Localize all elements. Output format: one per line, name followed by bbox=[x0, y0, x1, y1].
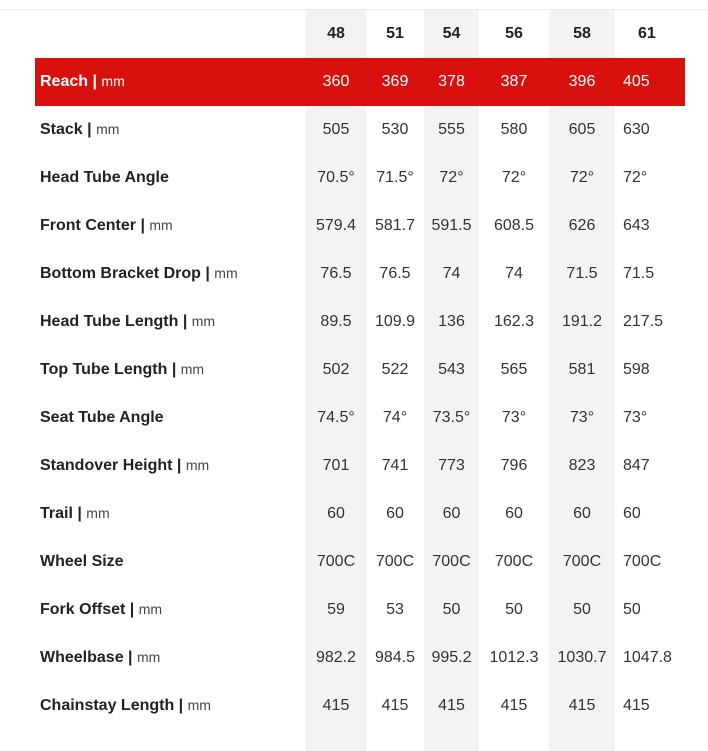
value-cell: 565 bbox=[500, 361, 528, 378]
value-cell: 581.7 bbox=[374, 217, 416, 234]
value-cell: 50 bbox=[442, 601, 461, 618]
value-cell: 643 bbox=[623, 217, 650, 234]
row-label-text: Reach bbox=[40, 73, 89, 90]
geometry-row bbox=[0, 154, 708, 202]
row-label-text: Head Tube Length bbox=[40, 313, 179, 330]
value-cell: 74° bbox=[382, 409, 408, 426]
value-cell: 1012.3 bbox=[489, 649, 539, 666]
geometry-row bbox=[0, 202, 708, 250]
value-cell: 74.5° bbox=[317, 409, 355, 426]
value-cell: 73° bbox=[501, 409, 527, 426]
value-cell: 1047.8 bbox=[623, 649, 672, 666]
value-cell: 626 bbox=[568, 217, 596, 234]
value-cell: 1030.7 bbox=[557, 649, 607, 666]
row-label bbox=[0, 586, 306, 634]
row-label-text: Seat Tube Angle bbox=[40, 409, 164, 426]
row-label-text: Bottom Bracket Drop bbox=[40, 265, 201, 282]
value-cell: 555 bbox=[438, 121, 465, 138]
value-cell: 773 bbox=[438, 457, 465, 474]
value-cell: 59 bbox=[327, 601, 345, 618]
row-label-text: Wheelbase bbox=[40, 649, 124, 666]
row-label-text: Stack bbox=[40, 121, 83, 138]
size-header: 58 bbox=[573, 25, 591, 42]
row-unit: mm bbox=[149, 217, 173, 233]
row-label bbox=[0, 442, 306, 490]
unit-separator: | bbox=[172, 457, 186, 474]
value-cell: 50 bbox=[623, 601, 641, 618]
row-label bbox=[0, 202, 306, 250]
value-cell: 984.5 bbox=[374, 649, 416, 666]
row-label bbox=[0, 634, 306, 682]
row-label-text: Wheel Size bbox=[40, 553, 124, 570]
value-cell: 701 bbox=[322, 457, 350, 474]
size-header: 54 bbox=[442, 25, 461, 42]
row-label-text: Chainstay Length bbox=[40, 697, 175, 714]
value-cell: 60 bbox=[442, 505, 461, 522]
geometry-row bbox=[0, 298, 708, 346]
value-cell: 415 bbox=[438, 697, 465, 714]
value-cell: 162.3 bbox=[493, 313, 535, 330]
geometry-row bbox=[0, 106, 708, 154]
value-cell: 71.5 bbox=[566, 265, 598, 282]
unit-separator: | bbox=[174, 697, 188, 714]
value-cell: 522 bbox=[381, 361, 409, 378]
row-label bbox=[0, 682, 306, 730]
value-cell: 72° bbox=[623, 169, 648, 186]
value-cell: 378 bbox=[424, 58, 479, 106]
value-cell: 700C bbox=[623, 553, 662, 570]
unit-separator: | bbox=[167, 361, 181, 378]
value-cell: 74 bbox=[442, 265, 461, 282]
value-cell: 73° bbox=[569, 409, 595, 426]
row-label-text: Top Tube Length bbox=[40, 361, 168, 378]
geometry-row bbox=[0, 538, 708, 586]
row-label-text: Standover Height bbox=[40, 457, 173, 474]
unit-separator: | bbox=[178, 313, 192, 330]
value-cell: 53 bbox=[386, 601, 404, 618]
value-cell: 796 bbox=[500, 457, 528, 474]
row-label bbox=[0, 346, 306, 394]
row-label-text: Fork Offset bbox=[40, 601, 126, 618]
size-header: 51 bbox=[386, 25, 404, 42]
value-cell: 217.5 bbox=[623, 313, 664, 330]
row-unit: mm bbox=[185, 457, 210, 473]
value-cell: 109.9 bbox=[374, 313, 416, 330]
unit-separator: | bbox=[200, 265, 215, 282]
geometry-row bbox=[0, 586, 708, 634]
value-cell: 72° bbox=[439, 169, 464, 186]
value-cell: 60 bbox=[505, 505, 523, 522]
value-cell: 581 bbox=[568, 361, 596, 378]
value-cell: 982.2 bbox=[315, 649, 357, 666]
unit-separator: | bbox=[123, 649, 137, 666]
unit-separator: | bbox=[82, 121, 97, 138]
value-cell: 191.2 bbox=[561, 313, 603, 330]
value-cell: 598 bbox=[623, 361, 650, 378]
row-unit: mm bbox=[138, 601, 163, 617]
value-cell: 387 bbox=[479, 58, 549, 106]
value-cell: 741 bbox=[381, 457, 409, 474]
row-label bbox=[0, 490, 306, 538]
value-cell: 369 bbox=[366, 58, 424, 106]
value-cell: 60 bbox=[623, 505, 641, 522]
unit-separator: | bbox=[88, 73, 102, 90]
geometry-table bbox=[0, 10, 708, 730]
size-header-row bbox=[0, 10, 708, 58]
value-cell: 543 bbox=[438, 361, 465, 378]
value-cell: 74 bbox=[505, 265, 523, 282]
value-cell: 136 bbox=[438, 313, 465, 330]
value-cell: 71.5 bbox=[623, 265, 655, 282]
value-cell: 73° bbox=[623, 409, 648, 426]
row-label-text: Head Tube Angle bbox=[40, 169, 169, 186]
value-cell: 505 bbox=[322, 121, 350, 138]
geometry-row bbox=[0, 634, 708, 682]
value-cell: 530 bbox=[381, 121, 409, 138]
row-label bbox=[0, 58, 306, 106]
unit-separator: | bbox=[72, 505, 87, 522]
value-cell: 415 bbox=[623, 697, 650, 714]
geometry-row bbox=[0, 58, 708, 106]
value-cell: 73.5° bbox=[432, 409, 471, 426]
value-cell: 579.4 bbox=[315, 217, 357, 234]
row-unit: mm bbox=[96, 121, 120, 137]
row-unit: mm bbox=[187, 697, 211, 713]
value-cell: 995.2 bbox=[431, 649, 472, 666]
value-cell: 50 bbox=[505, 601, 523, 618]
value-cell: 700C bbox=[562, 553, 602, 570]
geometry-row bbox=[0, 394, 708, 442]
header-blank bbox=[0, 10, 306, 58]
row-label bbox=[0, 538, 306, 586]
row-label bbox=[0, 154, 306, 202]
value-cell: 700C bbox=[375, 553, 415, 570]
value-cell: 580 bbox=[500, 121, 528, 138]
value-cell: 70.5° bbox=[317, 169, 355, 186]
value-cell: 630 bbox=[623, 121, 650, 138]
value-cell: 608.5 bbox=[493, 217, 535, 234]
geometry-row bbox=[0, 490, 708, 538]
size-header: 56 bbox=[505, 25, 523, 42]
row-unit: mm bbox=[180, 361, 205, 377]
value-cell: 72° bbox=[569, 169, 595, 186]
value-cell: 60 bbox=[327, 505, 345, 522]
row-label bbox=[0, 106, 306, 154]
row-unit: mm bbox=[101, 73, 125, 89]
value-cell: 76.5 bbox=[379, 265, 411, 282]
unit-separator: | bbox=[125, 601, 139, 618]
row-label bbox=[0, 298, 306, 346]
value-cell: 847 bbox=[623, 457, 650, 474]
row-unit: mm bbox=[136, 649, 161, 665]
value-cell: 605 bbox=[568, 121, 596, 138]
value-cell: 360 bbox=[306, 58, 366, 106]
row-label bbox=[0, 250, 306, 298]
geometry-row bbox=[0, 682, 708, 730]
value-cell: 415 bbox=[500, 697, 528, 714]
size-header: 48 bbox=[327, 25, 345, 42]
value-cell: 823 bbox=[568, 457, 596, 474]
value-cell: 700C bbox=[432, 553, 471, 570]
geometry-row bbox=[0, 346, 708, 394]
value-cell: 591.5 bbox=[431, 217, 472, 234]
value-cell: 72° bbox=[501, 169, 527, 186]
unit-separator: | bbox=[136, 217, 150, 234]
row-unit: mm bbox=[86, 505, 110, 521]
value-cell: 415 bbox=[568, 697, 596, 714]
geometry-row bbox=[0, 250, 708, 298]
value-cell: 415 bbox=[322, 697, 350, 714]
value-cell: 502 bbox=[322, 361, 350, 378]
value-cell: 76.5 bbox=[320, 265, 352, 282]
value-cell: 700C bbox=[316, 553, 356, 570]
size-header: 61 bbox=[638, 25, 656, 42]
row-unit: mm bbox=[214, 265, 238, 281]
geometry-row bbox=[0, 442, 708, 490]
row-label-text: Front Center bbox=[40, 217, 136, 234]
value-cell: 415 bbox=[381, 697, 409, 714]
row-label-text: Trail bbox=[40, 505, 73, 522]
value-cell: 60 bbox=[573, 505, 591, 522]
value-cell: 700C bbox=[494, 553, 534, 570]
value-cell: 50 bbox=[573, 601, 591, 618]
value-cell: 71.5° bbox=[376, 169, 414, 186]
value-cell: 89.5 bbox=[320, 313, 352, 330]
value-cell: 405 bbox=[615, 58, 708, 106]
row-label bbox=[0, 394, 306, 442]
value-cell: 60 bbox=[386, 505, 404, 522]
row-unit: mm bbox=[191, 313, 216, 329]
value-cell: 396 bbox=[549, 58, 615, 106]
